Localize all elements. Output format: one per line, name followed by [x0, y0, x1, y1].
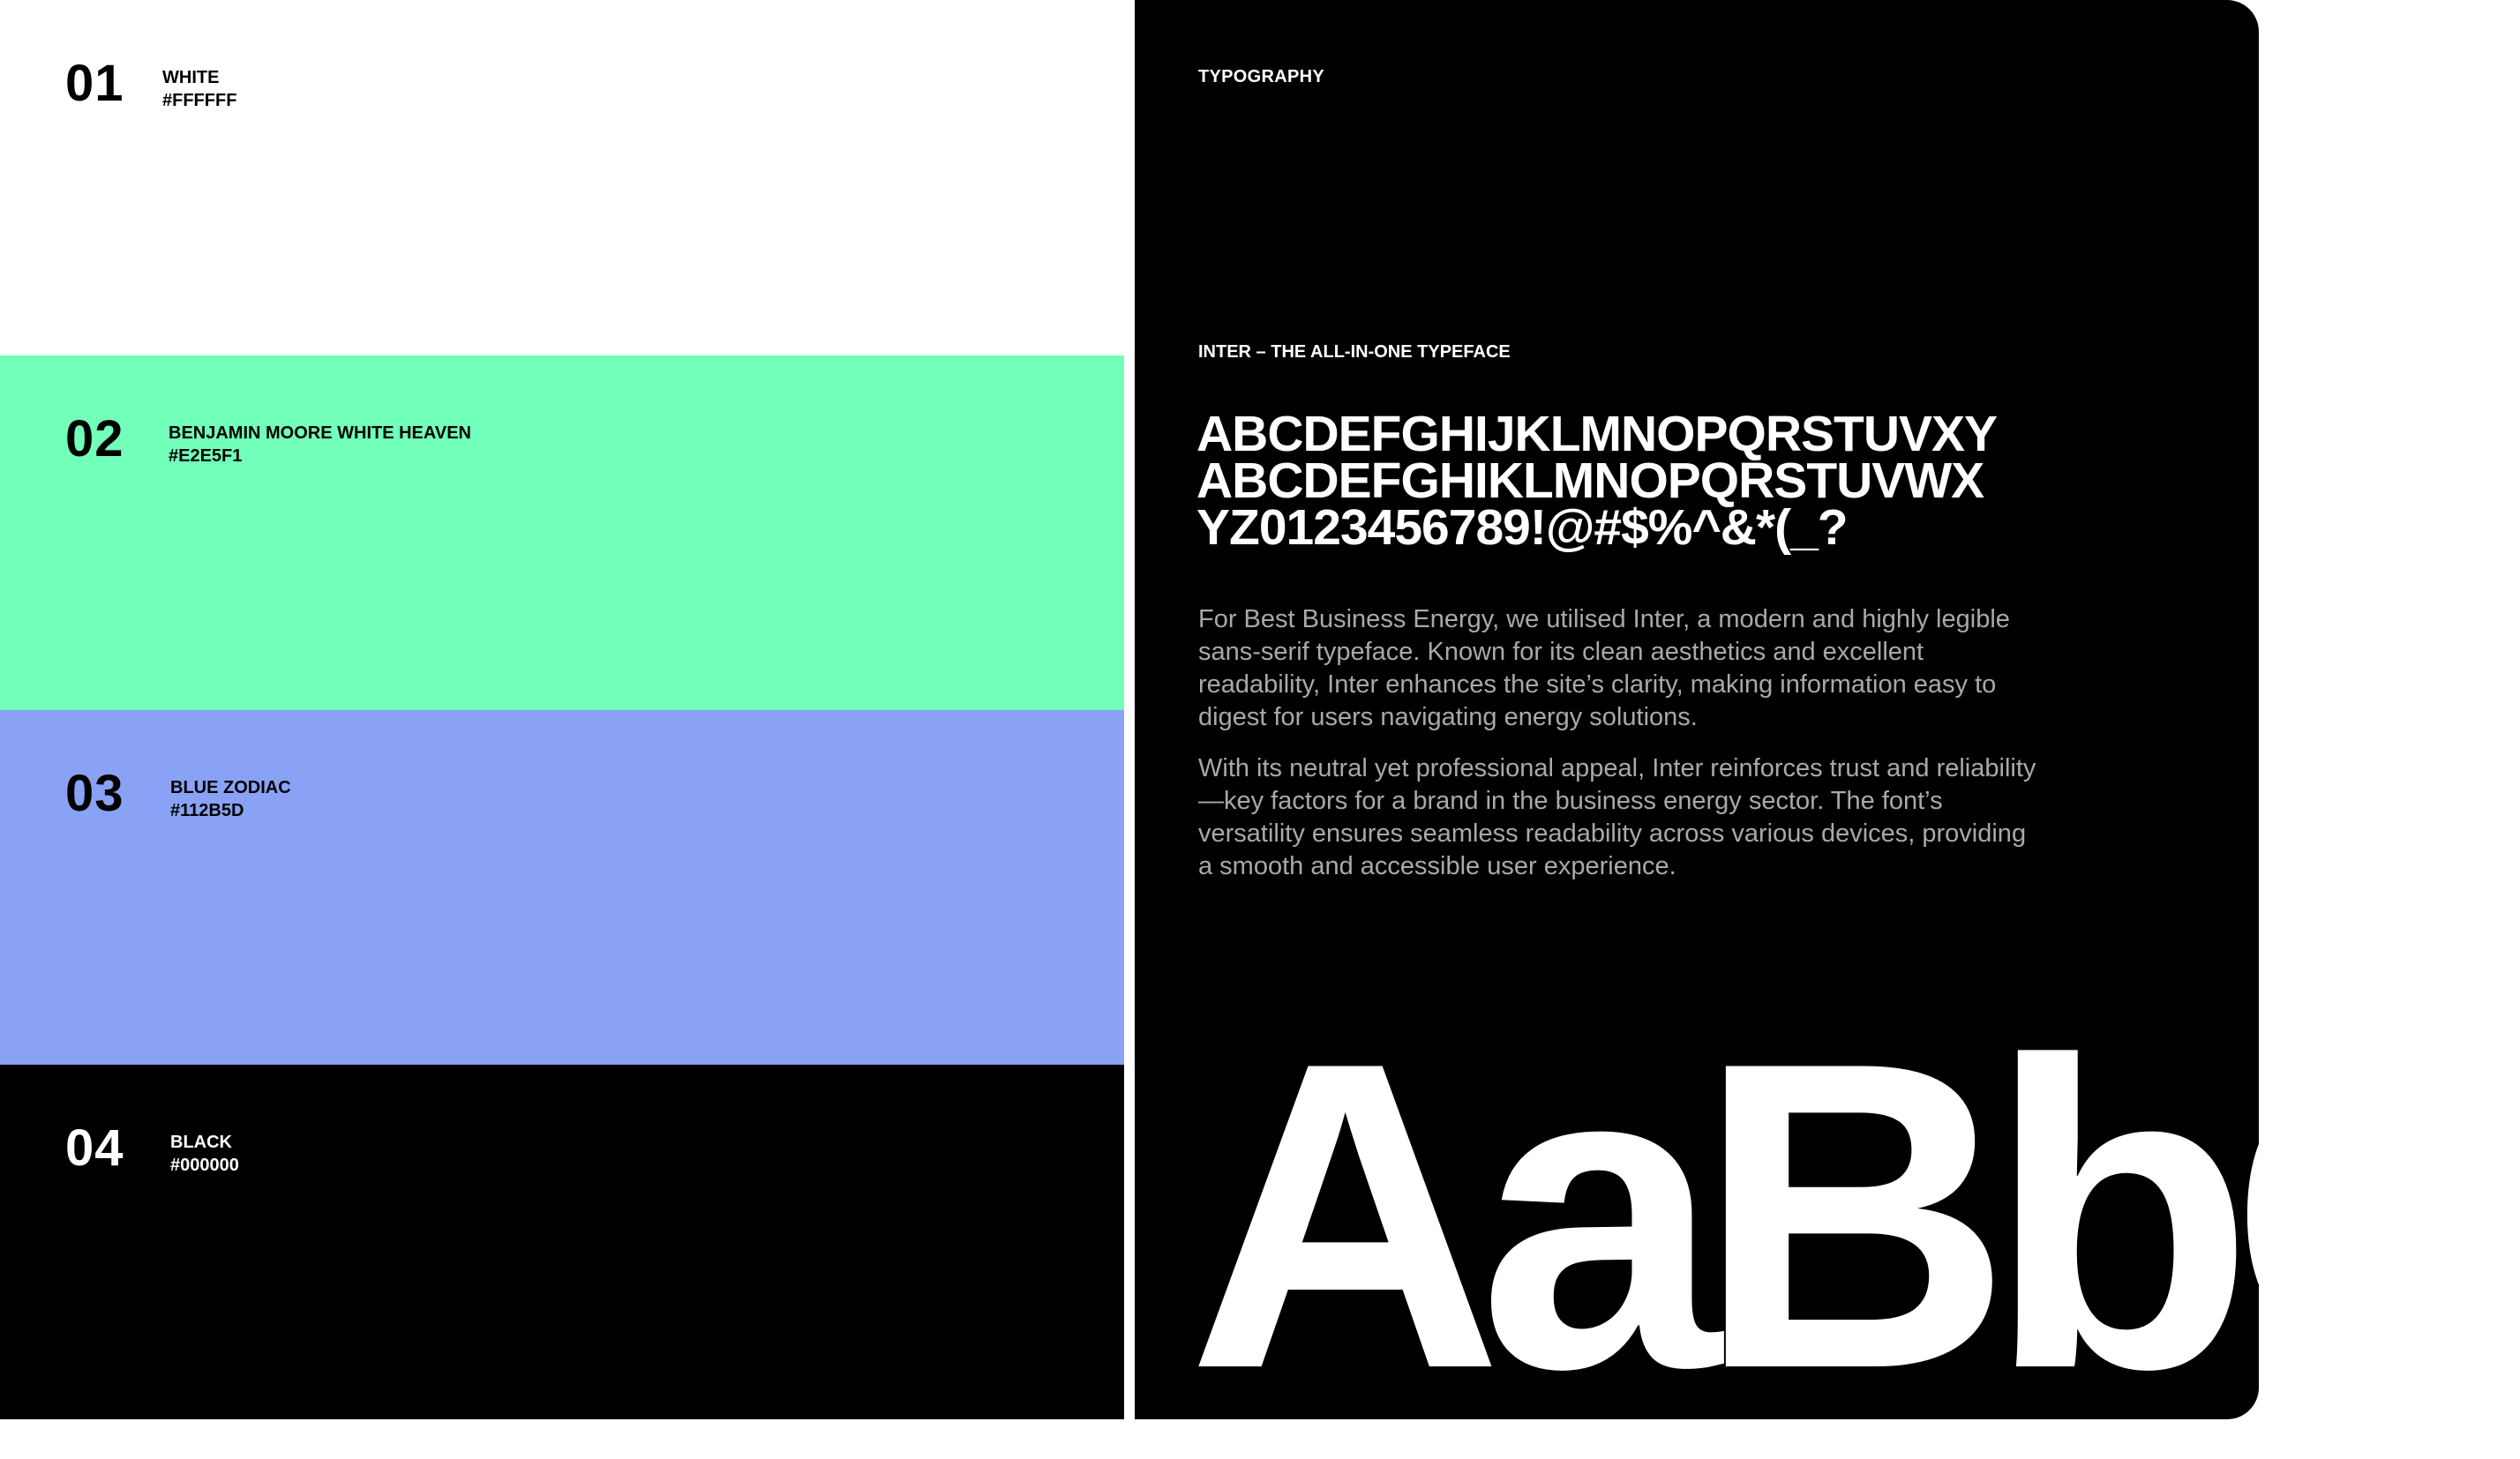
color-swatch-black: [0, 1065, 1124, 1419]
typeface-title: INTER – THE ALL-IN-ONE TYPEFACE: [1198, 342, 1511, 362]
swatch-info: [169, 422, 471, 468]
color-swatch-blue-zodiac: [0, 710, 1124, 1066]
swatch-name: WHITE: [162, 68, 220, 87]
swatch-number: 02: [65, 410, 124, 468]
swatch-hex: #FFFFFF: [162, 91, 237, 110]
typeface-description: [1198, 603, 2045, 902]
glyph-line: ABCDEFGHIJKLMNOPQRSTUVXY: [1196, 406, 1998, 462]
glyph-line: ABCDEFGHIKLMNOPQRSTUVWX: [1196, 453, 1984, 509]
swatch-info: [162, 66, 236, 112]
glyph-line: YZ0123456789!@#$%^&*(_?: [1196, 499, 1848, 556]
swatch-number: 04: [65, 1119, 124, 1177]
swatch-name: BLUE ZODIAC: [170, 778, 291, 797]
description-paragraph: With its neutral yet professional appeal, Inter reinforces trust and reliability—key factors for a brand in the business energy sector. The font’s versatility ensures seamless readability across various devices, providing a smooth and accessible user experience.: [1198, 754, 2036, 880]
swatch-info: [170, 1131, 239, 1177]
description-paragraph: For Best Business Energy, we utilised Inter, a modern and highly legible sans-serif typeface. Known for its clean aesthetics and excellent readability, Inter enhances the site’s clarity, making information easy to digest for users navigating energy solutions.: [1198, 605, 2010, 731]
typography-panel: [1135, 0, 2520, 1459]
swatch-hex: #000000: [170, 1156, 239, 1175]
swatch-number: 01: [65, 55, 124, 112]
swatch-info: [170, 776, 291, 822]
color-palette-panel: [0, 0, 1124, 1419]
type-specimen: AaBbC: [1188, 971, 2520, 1459]
swatch-hex: #E2E5F1: [169, 446, 243, 466]
swatch-hex: #112B5D: [170, 801, 244, 820]
swatch-name: BLACK: [170, 1133, 232, 1152]
section-label: TYPOGRAPHY: [1198, 67, 1325, 86]
color-swatch-white: [0, 0, 1124, 355]
glyph-set: [1196, 406, 2079, 556]
swatch-number: 03: [65, 765, 124, 822]
color-swatch-white-heaven: [0, 355, 1124, 711]
swatch-name: BENJAMIN MOORE WHITE HEAVEN: [169, 423, 471, 443]
